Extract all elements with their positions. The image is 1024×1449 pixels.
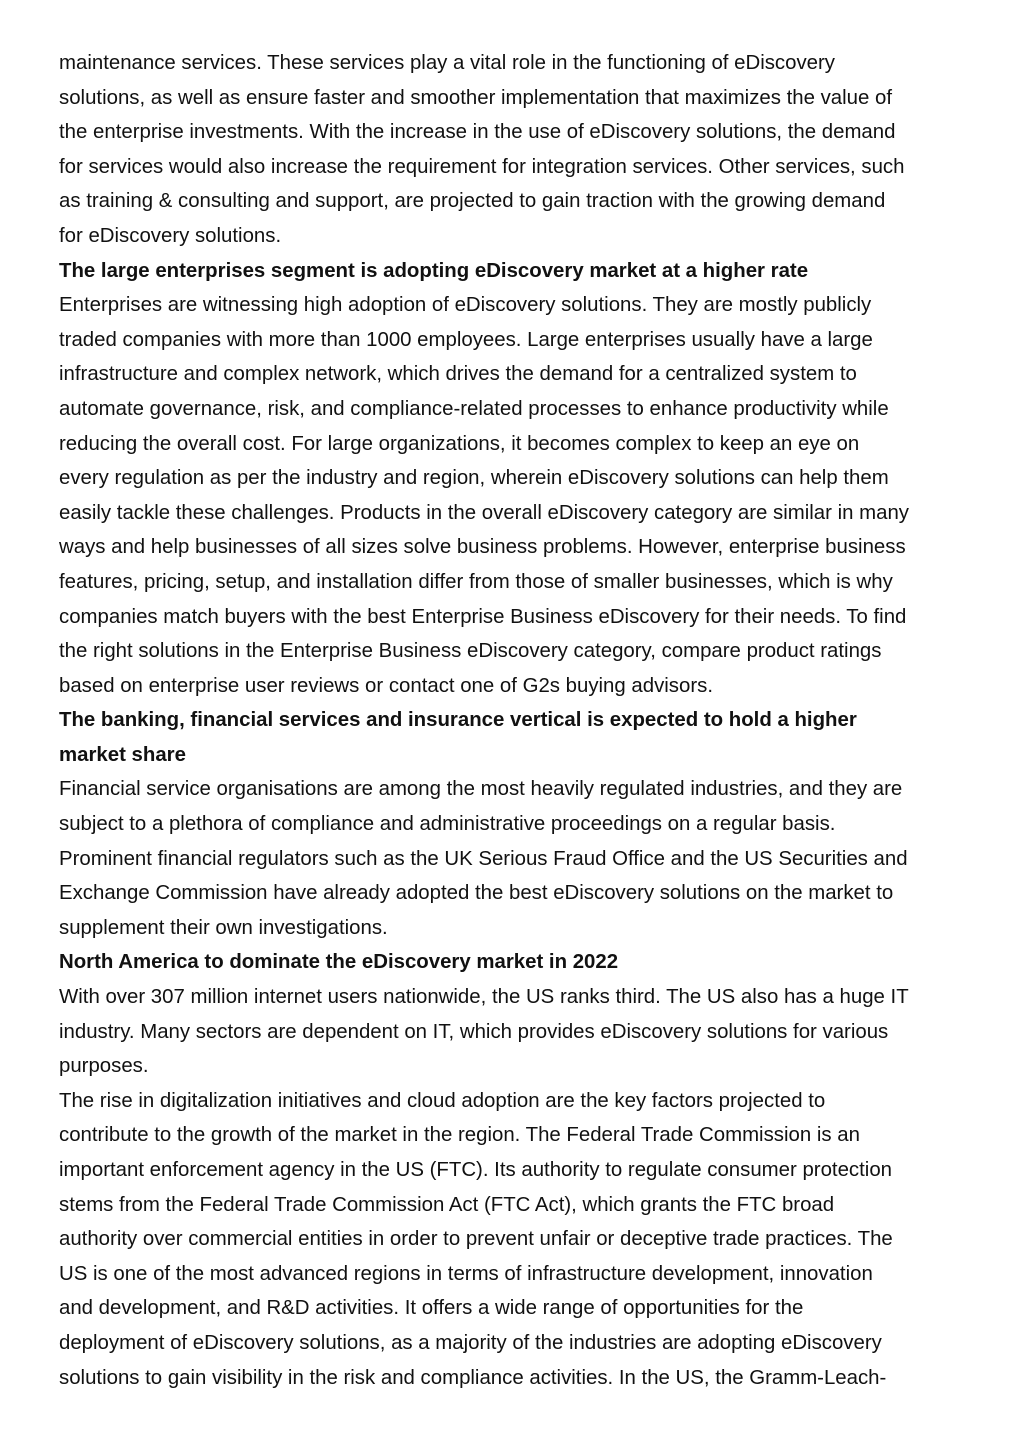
heading-line: The banking, financial services and insurance vertical is expected to hold a higher bbox=[59, 709, 857, 732]
text-line: reducing the overall cost. For large organizations, it becomes complex to keep an eye on bbox=[59, 432, 860, 455]
heading-line: market share bbox=[59, 743, 186, 766]
document-page bbox=[59, 46, 979, 1395]
text-line: traded companies with more than 1000 employees. Large enterprises usually have a large bbox=[59, 328, 873, 351]
text-line: solutions, as well as ensure faster and smoother implementation that maximizes the value of bbox=[59, 86, 893, 109]
text-line: for eDiscovery solutions. bbox=[59, 224, 282, 247]
heading-line: The large enterprises segment is adopting eDiscovery market at a higher rate bbox=[59, 259, 809, 282]
text-line: stems from the Federal Trade Commission Act (FTC Act), which grants the FTC broad bbox=[59, 1193, 835, 1216]
text-line: Financial service organisations are among the most heavily regulated industries, and they are bbox=[59, 778, 903, 801]
text-line: and development, and R&D activities. It offers a wide range of opportunities for the bbox=[59, 1297, 804, 1320]
heading-large-enterprises bbox=[59, 254, 979, 289]
text-line: companies match buyers with the best Enterprise Business eDiscovery for their needs. To find bbox=[59, 605, 907, 628]
text-line: contribute to the growth of the market in the region. The Federal Trade Commission is an bbox=[59, 1124, 860, 1147]
text-line: Exchange Commission have already adopted the best eDiscovery solutions on the market to bbox=[59, 882, 894, 905]
text-line: authority over commercial entities in order to prevent unfair or deceptive trade practices. The bbox=[59, 1228, 893, 1251]
text-line: based on enterprise user reviews or contact one of G2s buying advisors. bbox=[59, 674, 713, 697]
heading-bfsi-vertical bbox=[59, 703, 979, 772]
text-line: With over 307 million internet users nationwide, the US ranks third. The US also has a huge IT bbox=[59, 986, 909, 1009]
heading-line: North America to dominate the eDiscovery market in 2022 bbox=[59, 951, 619, 974]
text-line: Enterprises are witnessing high adoption of eDiscovery solutions. They are mostly publicly bbox=[59, 294, 872, 317]
text-line: Prominent financial regulators such as the UK Serious Fraud Office and the US Securities and bbox=[59, 847, 908, 870]
text-line: the enterprise investments. With the increase in the use of eDiscovery solutions, the demand bbox=[59, 121, 896, 144]
text-line: every regulation as per the industry and region, wherein eDiscovery solutions can help them bbox=[59, 467, 889, 490]
text-line: maintenance services. These services play a vital role in the functioning of eDiscovery bbox=[59, 52, 835, 74]
text-line: the right solutions in the Enterprise Business eDiscovery category, compare product ratings bbox=[59, 640, 882, 663]
paragraph-digitalization bbox=[59, 1084, 979, 1395]
text-line: easily tackle these challenges. Products in the overall eDiscovery category are similar in many bbox=[59, 501, 909, 524]
text-line: solutions to gain visibility in the risk and compliance activities. In the US, the Gramm-Leach- bbox=[59, 1366, 887, 1389]
paragraph-bfsi bbox=[59, 772, 979, 945]
paragraph-services bbox=[59, 46, 979, 254]
text-line: automate governance, risk, and compliance-related processes to enhance productivity while bbox=[59, 397, 889, 420]
text-line: The rise in digitalization initiatives and cloud adoption are the key factors projected to bbox=[59, 1089, 826, 1112]
text-line: ways and help businesses of all sizes solve business problems. However, enterprise business bbox=[59, 536, 906, 559]
text-line: purposes. bbox=[59, 1055, 149, 1078]
text-line: supplement their own investigations. bbox=[59, 916, 388, 939]
text-line: infrastructure and complex network, which drives the demand for a centralized system to bbox=[59, 363, 857, 386]
text-line: as training & consulting and support, are projected to gain traction with the growing demand bbox=[59, 190, 886, 213]
paragraph-us-internet-users bbox=[59, 980, 979, 1084]
text-line: US is one of the most advanced regions in terms of infrastructure development, innovation bbox=[59, 1262, 873, 1285]
paragraph-large-enterprises bbox=[59, 288, 979, 703]
text-line: subject to a plethora of compliance and administrative proceedings on a regular basis. bbox=[59, 813, 836, 836]
heading-north-america bbox=[59, 945, 979, 980]
text-line: deployment of eDiscovery solutions, as a majority of the industries are adopting eDiscovery bbox=[59, 1331, 882, 1354]
text-line: industry. Many sectors are dependent on IT, which provides eDiscovery solutions for various bbox=[59, 1020, 889, 1043]
text-line: for services would also increase the requirement for integration services. Other services, such bbox=[59, 155, 905, 178]
text-line: features, pricing, setup, and installation differ from those of smaller businesses, which is why bbox=[59, 570, 893, 593]
text-line: important enforcement agency in the US (FTC). Its authority to regulate consumer protection bbox=[59, 1159, 892, 1181]
